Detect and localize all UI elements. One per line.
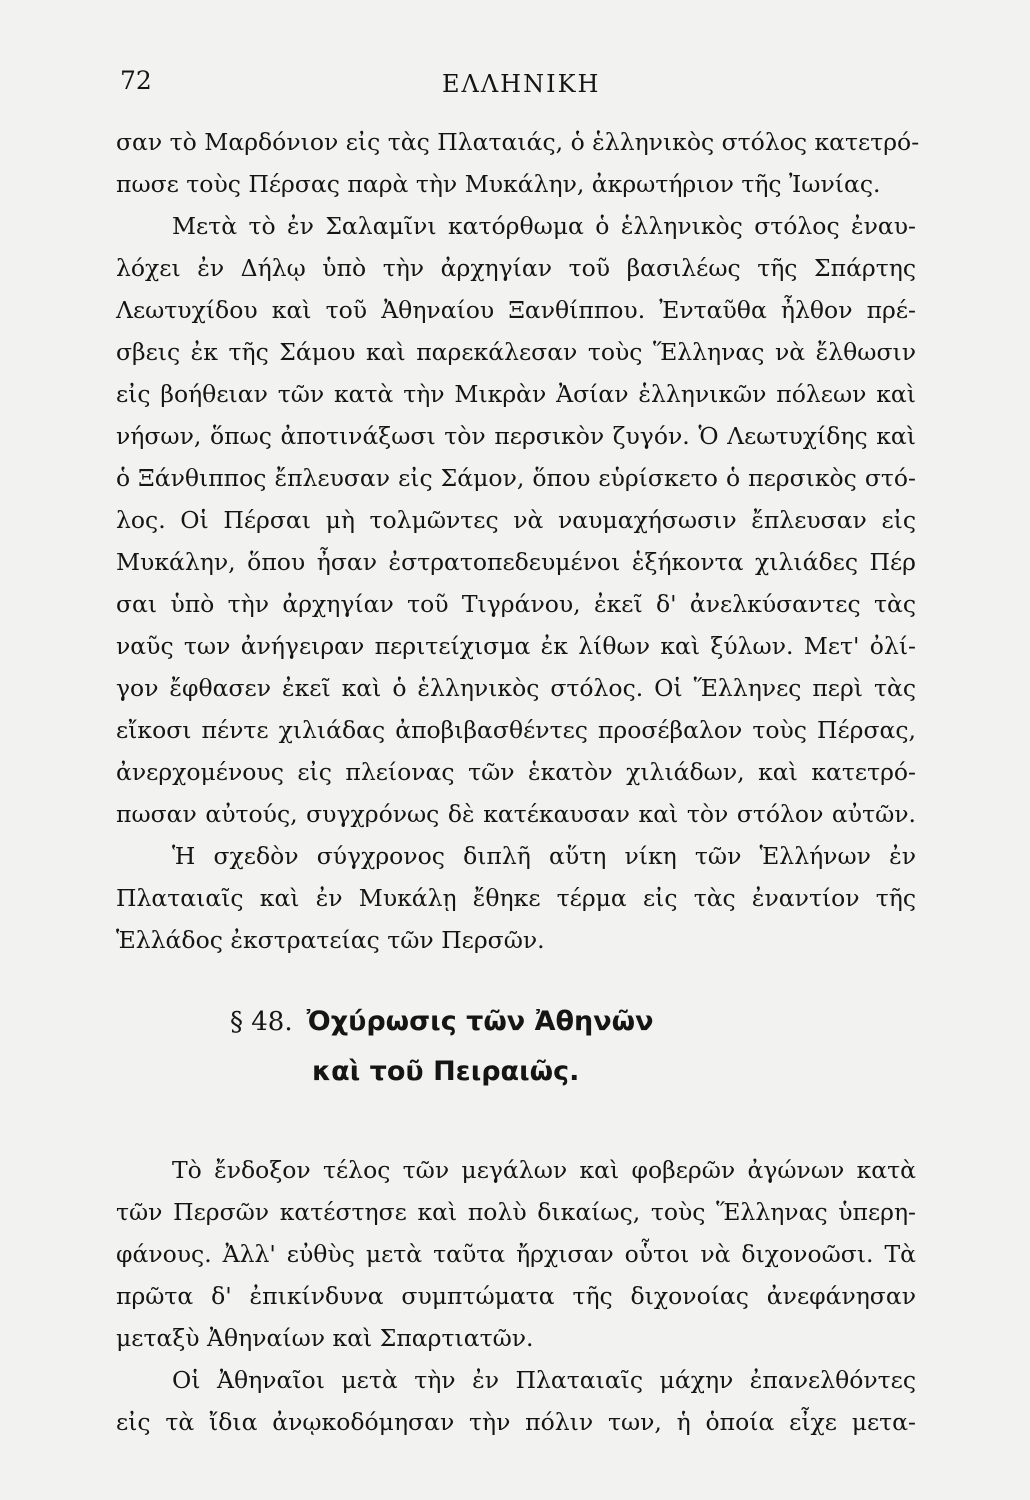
text-line: ἀνερχομένους εἰς πλείονας τῶν ἑκατὸν χιλιάδων, καὶ κατετρό- <box>116 758 916 786</box>
text-line: Πλαταιαῖς καὶ ἐν Μυκάλῃ ἔθηκε τέρμα εἰς τὰς ἐναντίον τῆς <box>116 884 916 912</box>
text-line: φάνους. Ἀλλ' εὐθὺς μετὰ ταῦτα ἤρχισαν οὗτοι νὰ διχονοῶσι. Τὰ <box>116 1240 916 1268</box>
text-line: πρῶτα δ' ἐπικίνδυνα συμπτώματα τῆς διχονοίας ἀνεφάνησαν <box>116 1282 916 1310</box>
text-line: Μετὰ τὸ ἐν Σαλαμῖνι κατόρθωμα ὁ ἑλληνικὸς στόλος ἐναυ- <box>172 212 916 240</box>
text-line: πωσαν αὐτούς, συγχρόνως δὲ κατέκαυσαν καὶ τὸν στόλον αὐτῶν. <box>116 800 916 828</box>
section-number: § 48. <box>230 1007 293 1037</box>
text-line: Τὸ ἔνδοξον τέλος τῶν μεγάλων καὶ φοβερῶν ἀγώνων κατὰ <box>172 1156 916 1184</box>
section-title-line1: Ὀχύρωσις τῶν Ἀθηνῶν <box>306 1006 654 1037</box>
text-line: γον ἔφθασεν ἐκεῖ καὶ ὁ ἑλληνικὸς στόλος. Οἱ Ἕλληνες περὶ τὰς <box>116 674 916 702</box>
text-line: Λεωτυχίδου καὶ τοῦ Ἀθηναίου Ξανθίππου. Ἐνταῦθα ἦλθον πρέ- <box>116 296 916 324</box>
text-line: πωσε τοὺς Πέρσας παρὰ τὴν Μυκάλην, ἀκρωτήριον τῆς Ἰωνίας. <box>116 170 881 198</box>
text-line: σαι ὑπὸ τὴν ἀρχηγίαν τοῦ Τιγράνου, ἐκεῖ δ' ἀνελκύσαντες τὰς <box>116 590 916 618</box>
text-line: Οἱ Ἀθηναῖοι μετὰ τὴν ἐν Πλαταιαῖς μάχην ἐπανελθόντες <box>172 1366 916 1394</box>
text-line: Μυκάλην, ὅπου ἦσαν ἐστρατοπεδευμένοι ἑξήκοντα χιλιάδες Πέρ <box>116 548 916 576</box>
text-line: εἴκοσι πέντε χιλιάδας ἀποβιβασθέντες προσέβαλον τοὺς Πέρσας, <box>116 716 916 744</box>
text-line: σαν τὸ Μαρδόνιον εἰς τὰς Πλαταιάς, ὁ ἑλληνικὸς στόλος κατετρό- <box>116 128 920 156</box>
text-line: νήσων, ὅπως ἀποτινάξωσι τὸν περσικὸν ζυγόν. Ὁ Λεωτυχίδης καὶ <box>116 422 916 450</box>
text-line: λος. Οἱ Πέρσαι μὴ τολμῶντες νὰ ναυμαχήσωσιν ἔπλευσαν εἰς <box>116 506 916 534</box>
running-title: ΕΛΛΗΝΙΚΗ <box>442 70 601 98</box>
text-line: εἰς βοήθειαν τῶν κατὰ τὴν Μικρὰν Ἀσίαν ἑλληνικῶν πόλεων καὶ <box>116 380 916 408</box>
text-line: Ἡ σχεδὸν σύγχρονος διπλῆ αὕτη νίκη τῶν Ἑλλήνων ἐν <box>172 842 916 870</box>
section-title-line2: καὶ τοῦ Πειραιῶς. <box>312 1056 580 1087</box>
text-line: τῶν Περσῶν κατέστησε καὶ πολὺ δικαίως, τοὺς Ἕλληνας ὑπερη- <box>116 1198 916 1226</box>
text-line: Ἑλλάδος ἐκστρατείας τῶν Περσῶν. <box>116 926 545 954</box>
page-number: 72 <box>120 66 152 95</box>
section-heading <box>230 1000 800 1044</box>
text-line: ναῦς των ἀνήγειραν περιτείχισμα ἐκ λίθων καὶ ξύλων. Μετ' ὀλί- <box>116 632 916 660</box>
text-line: λόχει ἐν Δήλῳ ὑπὸ τὴν ἀρχηγίαν τοῦ βασιλέως τῆς Σπάρτης <box>116 254 916 282</box>
text-line: μεταξὺ Ἀθηναίων καὶ Σπαρτιατῶν. <box>116 1324 534 1352</box>
text-line: εἰς τὰ ἴδια ἀνῳκοδόμησαν τὴν πόλιν των, ἡ ὁποία εἶχε μετα- <box>116 1408 916 1436</box>
text-line: σβεις ἐκ τῆς Σάμου καὶ παρεκάλεσαν τοὺς Ἕλληνας νὰ ἔλθωσιν <box>116 338 916 366</box>
running-head <box>120 66 920 106</box>
text-line: ὁ Ξάνθιππος ἔπλευσαν εἰς Σάμον, ὅπου εὑρίσκετο ὁ περσικὸς στό- <box>116 464 916 492</box>
